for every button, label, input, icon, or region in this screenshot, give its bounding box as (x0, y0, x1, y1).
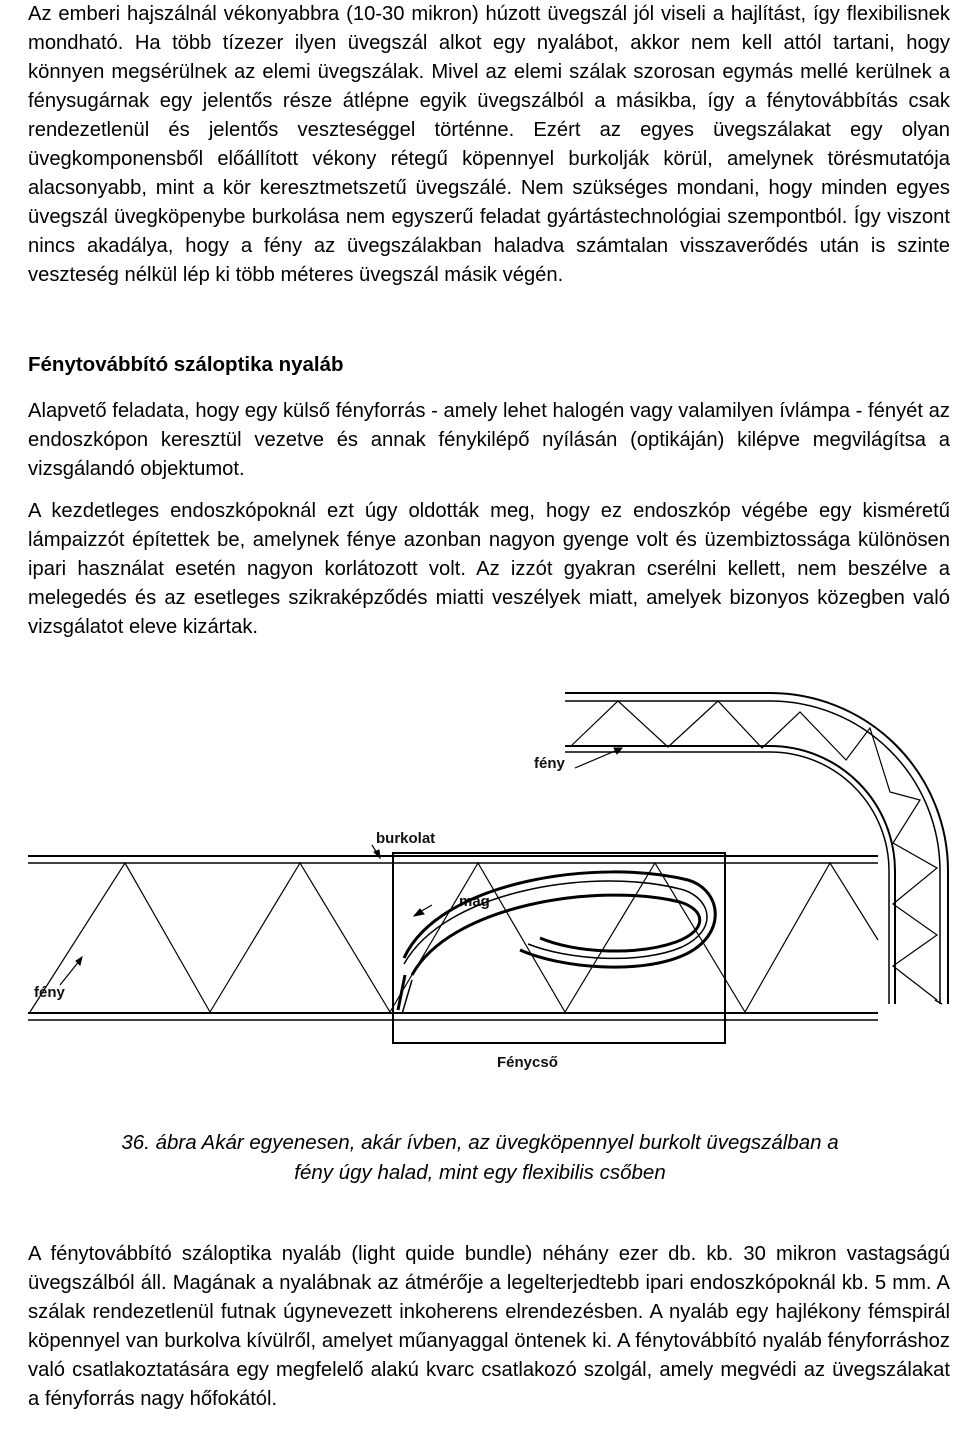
figure-caption (0, 1128, 960, 1188)
label-burkolat: burkolat (376, 830, 436, 847)
caption-line-1: 36. ábra Akár egyenesen, akár ívben, az üvegköpennyel burkolt üvegszálban a (121, 1131, 839, 1154)
straight-light-guide (28, 856, 878, 1020)
label-feny-left: fény (34, 984, 65, 1001)
label-fenycso: Fénycső (497, 1054, 558, 1071)
section-heading: Fénytovábbító száloptika nyaláb (28, 353, 344, 376)
label-arrows (60, 748, 622, 985)
label-feny-top: fény (534, 755, 565, 772)
paragraph-purpose: Alapvető feladata, hogy egy külső fényforrás - amely lehet halogén vagy valamilyen ívlámpa - fényét az endoszkópon keresztül vezetve és annak fénykilépő nyílásán (optikáján) kilépve megvilágítsa a vizsgálandó objektumot. (28, 400, 950, 480)
label-mag: mag (459, 893, 490, 910)
intro-paragraph: Az emberi hajszálnál vékonyabbra (10-30 mikron) húzott üvegszál jól viseli a hajlítást, így flexibilisnek mondható. Ha több tízezer ilyen üvegszál alkot egy nyalábot, akkor nem kell attól tartani, hogy könnyen megsérülnek az elemi üvegszálak. Mivel az elemi szálak szorosan egymás mellé kerülnek a fénysugárnak egy jelentős része átlépne egyik üvegszálból a másikba, így a fénytovábbítás csak rendezetlenül és jelentős veszteséggel történne. Ezért az egyes üvegszálakat egy olyan üvegkomponensből előállított vékony rétegű köpennyel burkolják körül, amelynek törésmutatója alacsonyabb, mint a kör keresztmetszetű üvegszálé. Nem szükséges mondani, hogy minden egyes üvegszál üvegköpenybe burkolása nem egyszerű feladat gyártástechnológiai szempontból. Így viszont nincs akadálya, hogy a fény az üvegszálakban haladva számtalan visszaverődés után is szinte veszteség nélkül lép ki több méteres üvegszál másik végén. (28, 3, 950, 286)
caption-line-2: fény úgy halad, mint egy flexibilis csőben (294, 1161, 666, 1184)
curved-light-guide (565, 693, 948, 1004)
paragraph-bundle: A fénytovábbító száloptika nyaláb (light quide bundle) néhány ezer db. kb. 30 mikron vastagságú üvegszálból áll. Magának a nyalábnak az átmérője a legelterjedtebb ipari endoszkópoknál kb. 5 mm. A szálak rendezetlenül futnak úgynevezett inkoherens elrendezésben. A nyaláb egy hajlékony fémspirál köpennyel van burkolva kívülről, amelyet műanyaggal öntenek ki. A fénytovábbító nyaláb fényforráshoz való csatlakoztatására egy megfelelő alakú kvarc csatlakozó szolgál, amely megvédi az üvegszálakat a fényforrás nagy hőfokától. (28, 1243, 950, 1410)
fiber-optic-figure (0, 680, 960, 1120)
light-tube-box (393, 853, 725, 1043)
paragraph-early-endoscopes: A kezdetleges endoszkópoknál ezt úgy oldották meg, hogy ez endoszkóp végébe egy kisméretű lámpaizzót építettek be, amelynek fénye azonban nagyon gyenge volt és üzembiztossága különösen ipari használat esetén nagyon korlátozott volt. Az izzót gyakran cserélni kellett, nem beszélve a melegedés és az esetleges szikraképződés miatti veszélyek miatt, amelyek bizonyos közegben való vizsgálatot eleve kizártak. (28, 500, 950, 638)
